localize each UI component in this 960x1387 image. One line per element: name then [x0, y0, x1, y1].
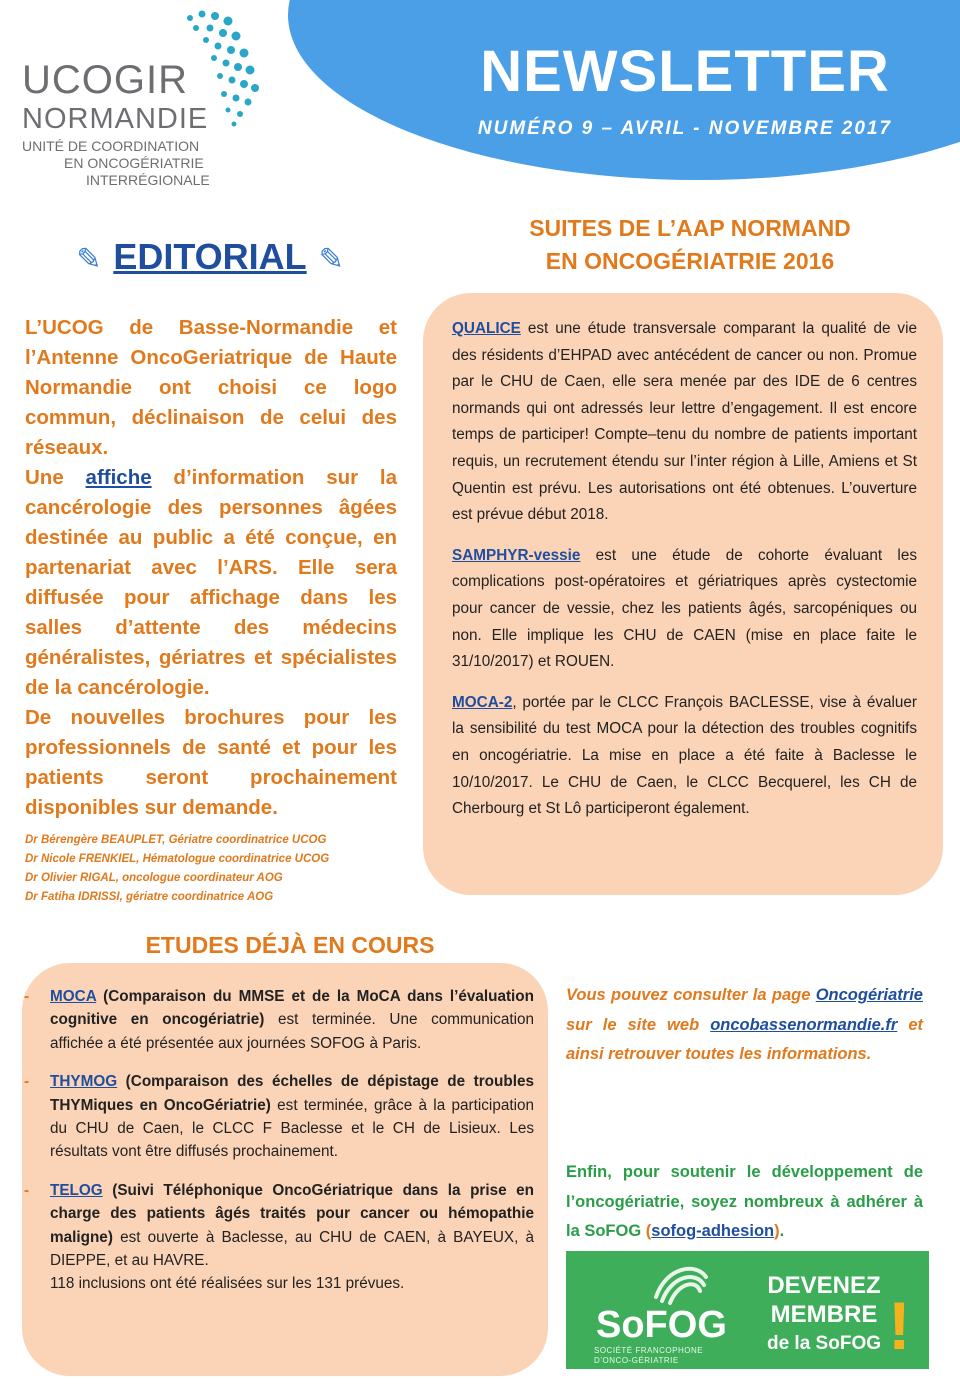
oncogeriatrie-link[interactable]: Oncogériatrie — [815, 986, 923, 1004]
sofog-cta: DEVENEZ MEMBRE de la SoFOG — [766, 1272, 882, 1354]
exclamation-icon: ! — [888, 1288, 911, 1364]
aap-heading: SUITES DE L’AAP NORMAND EN ONCOGÉRIATRIE 2016 — [529, 215, 851, 274]
pen-icon: ✎ — [76, 243, 102, 276]
website-link[interactable]: oncobassenormandie.fr — [710, 1015, 898, 1034]
enfin-text: Enfin, pour soutenir le développement de l’oncogériatrie, soyez nombreux à adhérer à la SoFOG (sofog-adhesion). — [566, 1163, 923, 1240]
samphyr-link[interactable]: SAMPHYR-vessie — [452, 546, 581, 564]
etudes-list — [22, 985, 534, 1311]
sofog-adhesion-link[interactable]: sofog-adhesion — [651, 1222, 775, 1240]
newsletter-issue: NUMÉRO 9 – AVRIL - NOVEMBRE 2017 — [477, 118, 893, 139]
qualice-link[interactable]: QUALICE — [452, 320, 521, 337]
logo-brand: UCOGIR — [22, 58, 188, 102]
affiche-link[interactable]: affiche — [85, 466, 152, 489]
editorial-text: L’UCOG de Basse-Normandie et l’Antenne OncoGeriatrique de Haute Normandie ont choisi ce logo commun, déclinaison de celui des réseaux. Une affiche d’information sur la cancérologie des personnes âgées destinée au public a été conçue, en partenariat avec l’ARS. Elle sera diffusée pour affichage dans les salles d’attente des médecins généralistes, gériatres et spécialistes de la cancérologie. De nouvelles brochures pour les professionnels de santé et pour les patients seront prochainement disponibles sur demande. — [25, 316, 397, 819]
list-item: - THYMOG (Comparaison des échelles de dépistage de troubles THYMiques en OncoGériatrie) est terminée, grâce à la participation du CHU de Caen, le CLCC F Baclesse et le CH de Lisieux. Les résultats vont être diffusés prochainement. — [24, 1073, 534, 1161]
thymog-link[interactable]: THYMOG — [50, 1073, 118, 1091]
consult-text: Vous pouvez consulter la page Oncogériatrie sur le site web oncobassenormandie.fr et ainsi retrouver toutes les informations. — [566, 986, 923, 1063]
newsletter-title: NEWSLETTER — [480, 39, 890, 104]
logo-tagline: UNITÉ DE COORDINATION EN ONCOGÉRIATRIE INTERRÉGIONALE — [22, 138, 210, 188]
etudes-heading: ETUDES DÉJÀ EN COURS — [145, 932, 435, 958]
logo-region: NORMANDIE — [22, 103, 209, 135]
telog-link[interactable]: TELOG — [50, 1181, 103, 1199]
moca-link[interactable]: MOCA — [50, 988, 97, 1005]
editorial-heading: ✎ EDITORIAL ✎ — [76, 236, 344, 277]
editorial-signatures: Dr Bérengère BEAUPLET, Gériatre coordinatrice UCOG Dr Nicole FRENKIEL, Hématologue coordinatrice UCOG Dr Olivier RIGAL, oncologue coordinateur AOG Dr Fatiha IDRISSI, gériatre coordinatrice AOG — [25, 834, 330, 903]
sofog-emblem-icon — [646, 1257, 716, 1307]
pen-icon: ✎ — [318, 243, 344, 276]
moca2-link[interactable]: MOCA-2 — [452, 693, 513, 711]
sofog-banner[interactable] — [566, 1251, 929, 1369]
sofog-tagline: SOCIÉTÉ FRANCOPHONE D’ONCO-GÉRIATRIE — [594, 1346, 704, 1365]
aap-text: QUALICE est une étude transversale comparant la qualité de vie des résidents d’EHPAD avec antécédent de cancer ou non. Promue par le CHU de Caen, elle sera menée par des IDE de 6 centres normands qui ont adressés leur lettre d’engagement. Il est encore temps de participer! Compte–tenu du nombre de patients important requis, un recrutement étendu sur l’inter région à Lille, Amiens et St Quentin est prévu. Les autorisations ont été obtenues. L’ouverture est prévue début 2018. SAMPHYR-vessie est une étude de cohorte évaluant les complications post-opératoires et gériatriques après cystectomie pour cancer de vessie, chez les patients âgés, sarcopéniques ou non. Elle implique les CHU de CAEN (mise en place faite le 31/10/2017) et ROUEN. MOCA-2, portée par le CLCC François BACLESSE, vise à évaluer la sensibilité du test MOCA pour la détection des troubles cognitifs en oncogériatrie. La mise en place a été faite à Baclesse le 10/10/2017. Le CHU de Caen, le CLCC Becquerel, les CH de Cherbourg et St Lô participeront également. — [452, 320, 917, 818]
list-item: - TELOG (Suivi Téléphonique OncoGériatrique dans la prise en charge des patients âgés traités pour cancer ou hémopathie maligne) est ouverte à Baclesse, au CHU de CAEN, à BAYEUX, à DIEPPE, et au HAVRE. 118 inclusions ont été réalisées sur les 131 prévues. — [24, 1181, 534, 1293]
sofog-name: SoFOG — [596, 1304, 727, 1346]
list-item: - MOCA (Comparaison du MMSE et de la MoCA dans l’évaluation cognitive en oncogériatrie) est terminée. Une communication affichée a été présentée aux journées SOFOG à Paris. — [24, 988, 535, 1052]
